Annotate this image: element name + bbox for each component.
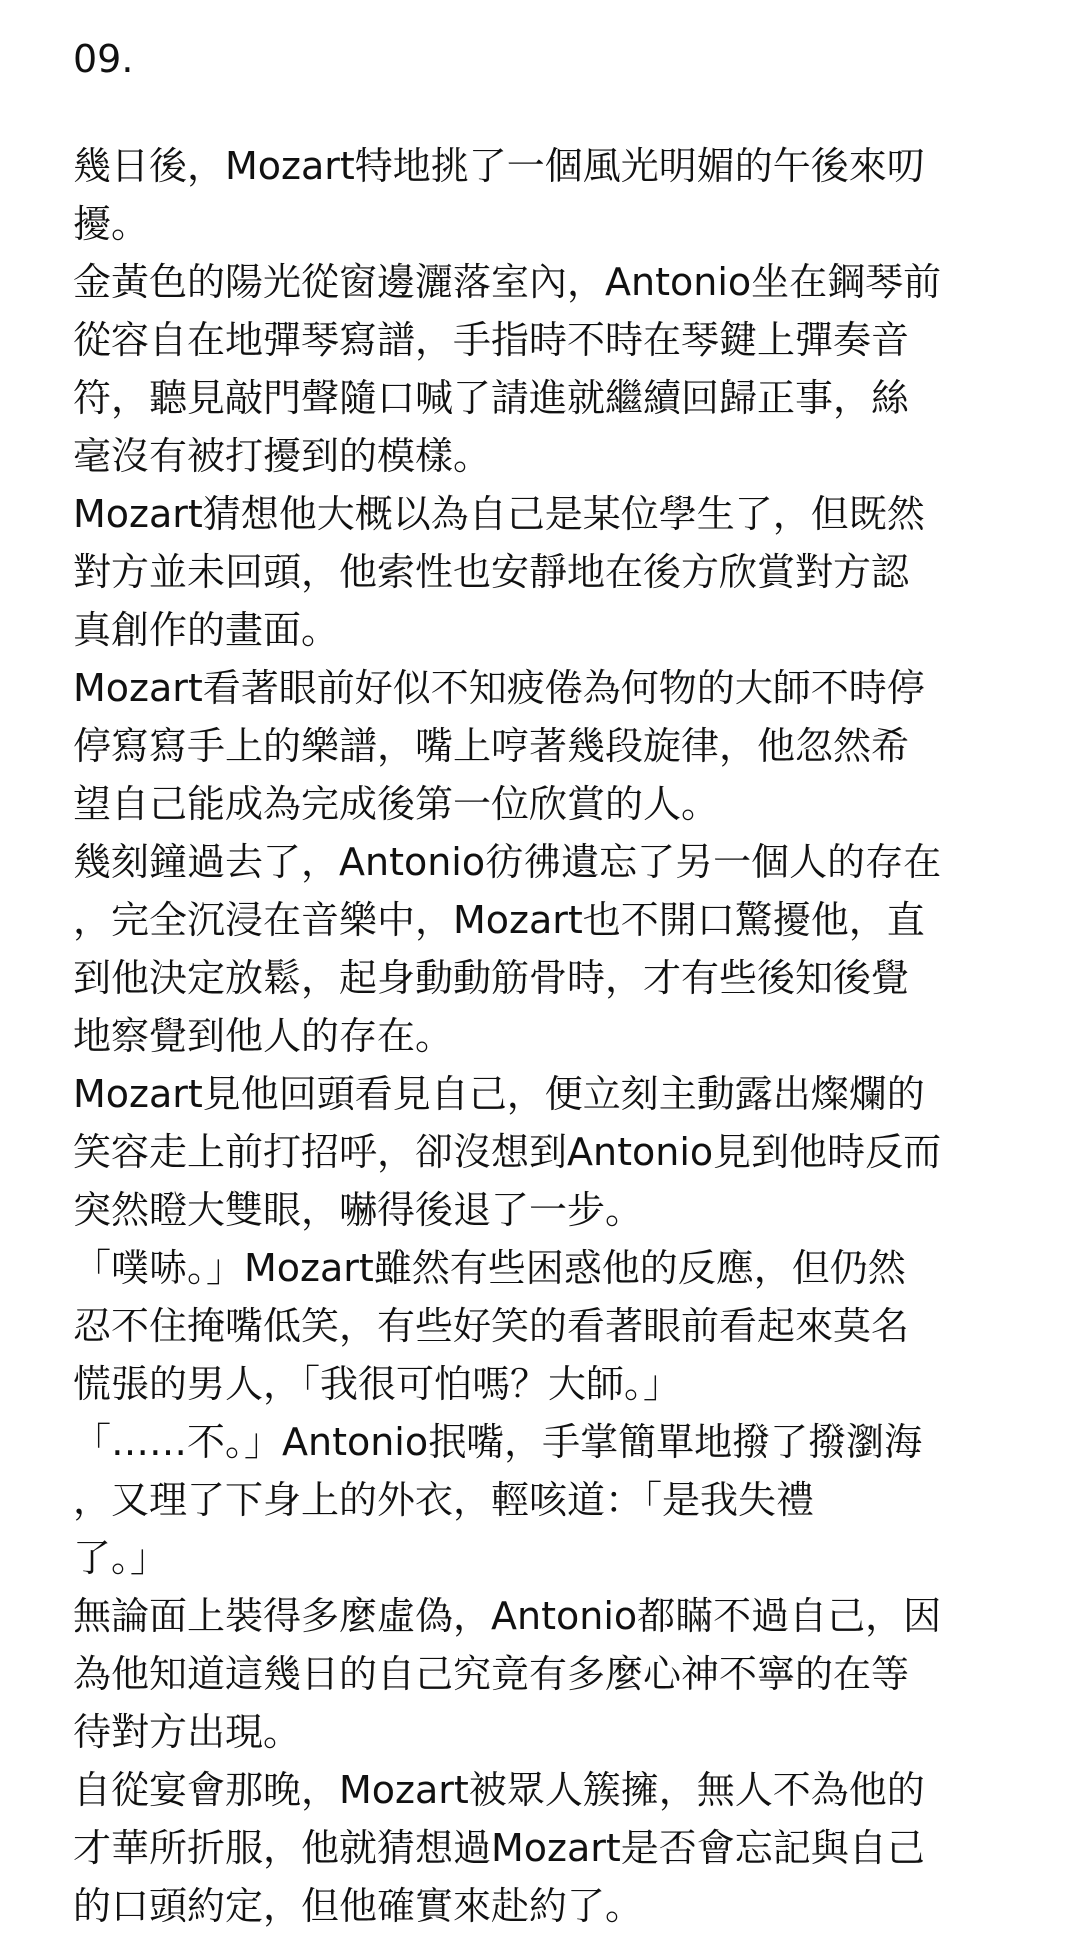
text-line: 慌張的男人，「我很可怕嗎？大師。」 <box>73 1362 682 1406</box>
story-text <box>73 137 1013 1935</box>
text-line: 突然瞪大雙眼，嚇得後退了一步。 <box>73 1188 644 1232</box>
text-line: 忍不住掩嘴低笑，有些好笑的看著眼前看起來莫名 <box>73 1304 910 1348</box>
text-line: 「……不。」Antonio抿嘴，手掌簡單地撥了撥瀏海 <box>73 1420 923 1464</box>
text-line: 望自己能成為完成後第一位欣賞的人。 <box>73 782 720 826</box>
text-line: 真創作的畫面。 <box>73 608 340 652</box>
text-line: 到他決定放鬆，起身動動筋骨時，才有些後知後覺 <box>73 956 910 1000</box>
text-line: Mozart看著眼前好似不知疲倦為何物的大師不時停 <box>73 666 925 710</box>
text-line: 幾日後，Mozart特地挑了一個風光明媚的午後來叨 <box>73 144 925 188</box>
text-line: Mozart猜想他大概以為自己是某位學生了，但既然 <box>73 492 925 536</box>
text-line: 「噗哧。」Mozart雖然有些困惑他的反應，但仍然 <box>73 1246 906 1290</box>
text-line: ，完全沉浸在音樂中，Mozart也不開口驚擾他，直 <box>73 898 925 942</box>
text-line: 對方並未回頭，他索性也安靜地在後方欣賞對方認 <box>73 550 910 594</box>
text-line: 待對方出現。 <box>73 1710 302 1754</box>
text-line: 毫沒有被打擾到的模樣。 <box>73 434 492 478</box>
text-line: ，又理了下身上的外衣，輕咳道：「是我失禮 <box>73 1478 815 1522</box>
text-line: 無論面上裝得多麼虛偽，Antonio都瞞不過自己，因 <box>73 1594 942 1638</box>
text-line: 的口頭約定，但他確實來赴約了。 <box>73 1884 644 1928</box>
text-line: 為他知道這幾日的自己究竟有多麼心神不寧的在等 <box>73 1652 910 1696</box>
text-line: 擾。 <box>73 202 150 246</box>
text-line: 停寫寫手上的樂譜，嘴上哼著幾段旋律，他忽然希 <box>73 724 910 768</box>
text-line: 符，聽見敲門聲隨口喊了請進就繼續回歸正事，絲 <box>73 376 910 420</box>
text-line: 地察覺到他人的存在。 <box>73 1014 454 1058</box>
text-line: Mozart見他回頭看見自己，便立刻主動露出燦爛的 <box>73 1072 925 1116</box>
text-line: 才華所折服，他就猜想過Mozart是否會忘記與自己 <box>73 1826 925 1870</box>
text-line: 從容自在地彈琴寫譜，手指時不時在琴鍵上彈奏音 <box>73 318 910 362</box>
chapter-number: 09. <box>73 37 134 81</box>
text-line: 笑容走上前打招呼，卻沒想到Antonio見到他時反而 <box>73 1130 942 1174</box>
text-line: 金黃色的陽光從窗邊灑落室內，Antonio坐在鋼琴前 <box>73 260 942 304</box>
text-line: 自從宴會那晚，Mozart被眾人簇擁，無人不為他的 <box>73 1768 925 1812</box>
text-line: 了。」 <box>73 1536 169 1580</box>
text-line: 幾刻鐘過去了，Antonio彷彿遺忘了另一個人的存在 <box>73 840 942 884</box>
